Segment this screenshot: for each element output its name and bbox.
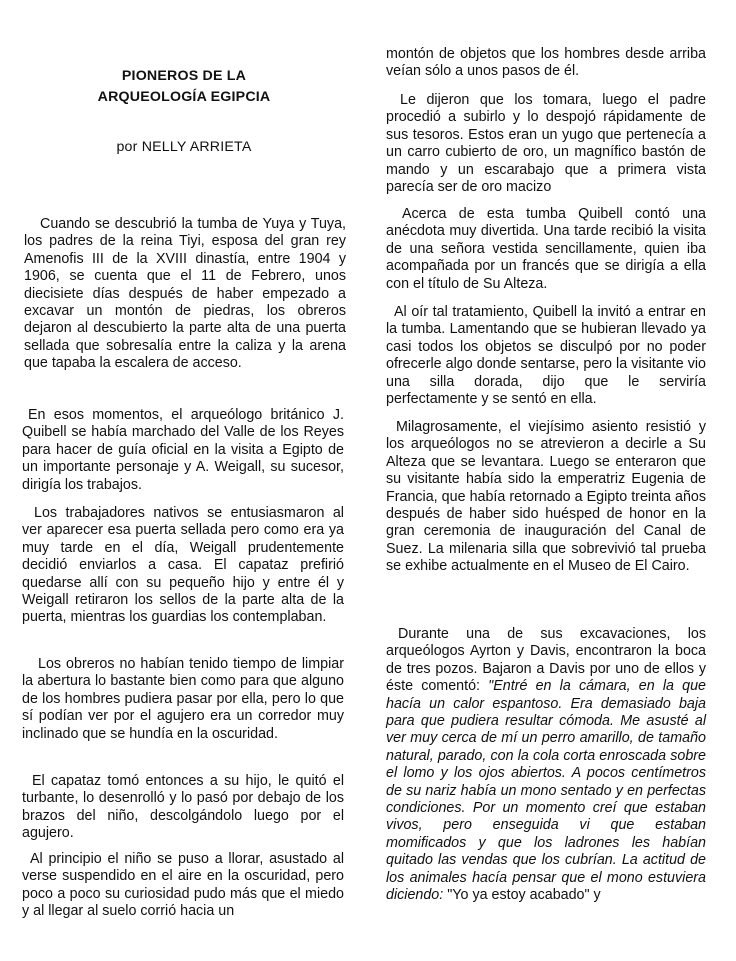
article-title xyxy=(22,66,346,108)
article-byline: por NELLY ARRIETA xyxy=(116,139,252,155)
right-paragraph-6-intro: Durante una de sus excavaciones, los arqueólogos Ayrton y Davis, encontraron la boca de tres pozos. Bajaron a Davis por uno de ellos y éste comentó: xyxy=(386,626,706,695)
davis-quote: "Entré en la cámara, en la que hacía un calor espantoso. Era demasiado baja para que pudiera resultar cómoda. Me asusté al ver muy cerca de mí un perro amarillo, de tamaño natural, parado, con la cola corta enroscada sobre el lomo y los ojos abiertos. A pocos centímetros de su nariz había un mono sentado y en perfectas condiciones. Por un momento creí que estaban vivos, pero enseguida vi que estaban momificados y que los ladrones les habían quitado las vendas que los cubrían. La actitud de los animales hacía pensar que el mono estuviera diciendo: xyxy=(386,678,706,904)
title-line-1: PIONEROS DE LA xyxy=(121,67,247,84)
right-paragraph-5: Milagrosamente, el viejísimo asiento resistió y los arqueólogos no se atrevieron a decirle a Su Alteza que se levantara. Luego se enteraron que su visitante había sido la emperatriz Eugenia de Francia, que había retornado a Egipto treinta años después de haber sido huésped de honor en la gran ceremonia de inauguración del Canal de Suez. La milenaria silla que sobrevivió tal prueba se exhibe actualmente en el Museo de El Cairo. xyxy=(386,419,706,575)
left-paragraph-2: En esos momentos, el arqueólogo británico J. Quibell se había marchado del Valle de los Reyes para hacer de guía oficial en la visita a Egipto de un importante personaje y A. Weigall, su sucesor, dirigía los trabajos. xyxy=(22,407,344,493)
title-line-2: ARQUEOLOGÍA EGIPCIA xyxy=(97,88,271,105)
left-paragraph-4: Los obreros no habían tenido tiempo de limpiar la abertura lo bastante bien como para que alguno de los hombres pudiera pasar por ella, pero lo que sí podían ver por el agujero era un corredor muy inclinado que se hundía en la oscuridad. xyxy=(22,656,344,742)
left-paragraph-1: Cuando se descubrió la tumba de Yuya y Tuya, los padres de la reina Tiyi, esposa del gran rey Amenofis III de la XVIII dinastía, entre 1904 y 1906, se cuenta que el 11 de Febrero, unos diecisiete días después de haber empezado a excavar un montón de piedras, los obreros dejaron al descubierto la parte alta de una puerta sellada que sobresalía entre la caliza y la arena que tapaba la escalera de acceso. xyxy=(24,216,346,372)
right-paragraph-6 xyxy=(386,626,706,905)
right-paragraph-2: Le dijeron que los tomara, luego el padre procedió a subirlo y lo despojó rápidamente de sus tesoros. Estos eran un yugo que pertenecía a un carro cubierto de oro, un magnífico bastón de mando y un escarabajo que a primera vista parecía ser de oro macizo xyxy=(386,92,706,196)
right-paragraph-4: Al oír tal tratamiento, Quibell la invitó a entrar en la tumba. Lamentando que se hubieran llevado ya casi todos los objetos se disculpó por no poder ofrecerle algo donde sentarse, pero la visitante vio una silla dorada, dijo que le serviría perfectamente y se sentó en ella. xyxy=(386,304,706,408)
right-paragraph-1: montón de objetos que los hombres desde arriba veían sólo a unos pasos de él. xyxy=(386,46,706,80)
left-paragraph-6: Al principio el niño se puso a llorar, asustado al verse suspendido en el aire en la oscuridad, pero poco a poco su curiosidad pudo más que el miedo y al llegar al suelo corrió hacia un xyxy=(22,851,344,920)
left-paragraph-5: El capataz tomó entonces a su hijo, le quitó el turbante, lo desenrolló y lo pasó por debajo de los brazos del niño, descolgándolo luego por el agujero. xyxy=(22,773,344,842)
right-paragraph-6-end: "Yo ya estoy acabado" y xyxy=(447,887,601,904)
left-paragraph-3: Los trabajadores nativos se entusiasmaron al ver aparecer esa puerta sellada pero como era ya muy tarde en el día, Weigall prudentemente decidió enviarlos a casa. El capataz prefirió quedarse allí con su pequeño hijo y entre él y Weigall retiraron los sellos de la parte alta de la puerta, mientras los guardias los contemplaban. xyxy=(22,505,344,626)
right-paragraph-3: Acerca de esta tumba Quibell contó una anécdota muy divertida. Una tarde recibió la visita de una señora vestida sencillamente, quien iba acompañada por un francés que se dirigía a ella con el título de Su Alteza. xyxy=(386,206,706,292)
